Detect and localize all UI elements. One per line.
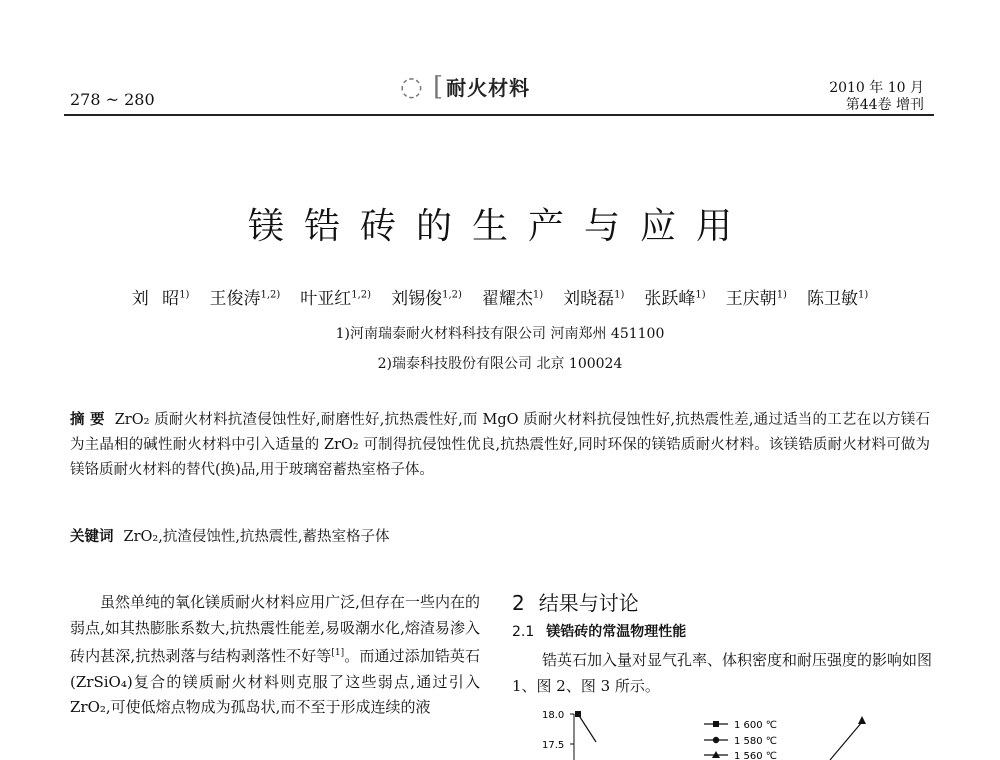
intro-text: 虽然单纯的氧化镁质耐火材料应用广泛,但存在一些内在的弱点,如其热膨胀系数大,抗热震性能差,易吸潮水化,熔渣易渗入砖内甚深,抗热剥落与结构剥落性不好等 [70, 593, 480, 665]
header-rule [64, 114, 934, 116]
author-5 [563, 289, 624, 309]
paper-title: 镁锆砖的生产与应用 [247, 206, 752, 247]
citation: [1] [331, 648, 345, 658]
author-name: 刘锡俊 [391, 289, 443, 309]
author-7 [726, 289, 787, 309]
subsection-number: 2.1 [512, 624, 535, 640]
author-affiliation-mark: 1,2) [442, 289, 462, 301]
author-4 [482, 289, 543, 309]
affiliation-2: 2)瑞泰科技股份有限公司 北京 100024 [377, 356, 623, 372]
author-affiliation-mark: 1) [695, 289, 706, 301]
subsection-heading [512, 621, 686, 641]
legend-label-2: 1 560 ℃ [734, 751, 778, 760]
author-8 [807, 289, 868, 309]
affiliation-1: 1)河南瑞泰耐火材料科技有限公司 河南郑州 451100 [335, 326, 665, 342]
issue-volume: 第44卷 增刊 [845, 97, 924, 113]
series-marker-left [575, 711, 581, 717]
author-affiliation-mark: 1) [179, 289, 190, 301]
legend-label-1: 1 580 ℃ [734, 736, 778, 747]
subsection-title: 镁锆砖的常温物理性能 [546, 624, 687, 640]
body-left-column [70, 590, 480, 721]
intro-paragraph [70, 590, 480, 721]
series-marker-right [858, 716, 866, 724]
legend-label-0: 1 600 ℃ [734, 720, 778, 731]
author-name: 张跃峰 [644, 289, 696, 309]
author-name: 刘 昭 [131, 289, 180, 309]
author-name: 翟耀杰 [481, 289, 533, 309]
author-affiliation-mark: 1,2) [351, 289, 372, 301]
figure-1-chart [540, 702, 900, 760]
abstract-text: ZrO₂ 质耐火材料抗渣侵蚀性好,耐磨性好,抗热震性好,而 MgO 质耐火材料抗侵蚀性好,抗热震性差,通过适当的工艺在以方镁石为主晶相的碱性耐火材料中引入适量的 ZrO₂ 可制得抗侵蚀性优良,抗热震性好,同时环保的镁锆质耐火材料。该镁锆质耐火材料可做为镁铬质耐火材料的替代(换)品,用于玻璃窑蓄热室格子体。 [70, 412, 930, 478]
keywords-text: ZrO₂,抗渣侵蚀性,抗热震性,蓄热室格子体 [123, 529, 390, 545]
author-list [60, 284, 940, 309]
series-line-right [830, 722, 862, 760]
journal-name [400, 72, 530, 102]
section-heading [512, 587, 639, 616]
abstract-label: 摘 要 [70, 412, 105, 428]
author-affiliation-mark: 1) [532, 289, 544, 301]
author-name: 王俊涛 [209, 289, 261, 309]
section-title: 结果与讨论 [538, 591, 639, 615]
author-name: 陈卫敏 [806, 289, 858, 309]
abstract [70, 408, 930, 483]
y-tick-label-0: 18.0 [542, 710, 565, 721]
author-3 [391, 289, 462, 309]
author-2 [300, 289, 371, 309]
series-line-left [578, 714, 596, 742]
page-range: 278 ~ 280 [70, 90, 155, 109]
keywords [70, 525, 930, 546]
issue-info [822, 80, 924, 114]
journal-logo-icon: ◌ [ [400, 72, 445, 102]
keywords-label: 关键词 [70, 529, 114, 545]
author-affiliation-mark: 1,2) [260, 289, 281, 301]
legend [704, 720, 777, 760]
y-tick-label-1: 17.5 [542, 740, 565, 751]
legend-marker-1 [713, 737, 719, 743]
author-0 [132, 289, 190, 309]
intro-text-2: 。而通过添加锆英石(ZrSiO₄)复合的镁质耐火材料则克服了这些弱点,通过引入 ZrO₂,可使低熔点物成为孤岛状,而不至于形成连续的液 [70, 647, 480, 716]
legend-marker-0 [713, 721, 719, 727]
results-paragraph: 锆英石加入量对显气孔率、体积密度和耐压强度的影响如图 1、图 2、图 3 所示。 [512, 651, 933, 695]
author-name: 叶亚红 [300, 289, 352, 309]
author-affiliation-mark: 1) [614, 289, 625, 301]
section-number: 2 [512, 591, 525, 615]
author-name: 王庆朝 [725, 289, 777, 309]
author-name: 刘晓磊 [563, 289, 615, 309]
author-affiliation-mark: 1) [857, 289, 869, 301]
issue-date: 2010 年 10 月 [829, 80, 924, 96]
body-right-column [512, 648, 932, 699]
author-1 [209, 289, 280, 309]
author-6 [644, 289, 705, 309]
author-affiliation-mark: 1) [776, 289, 787, 301]
journal-title: 耐火材料 [446, 76, 531, 100]
